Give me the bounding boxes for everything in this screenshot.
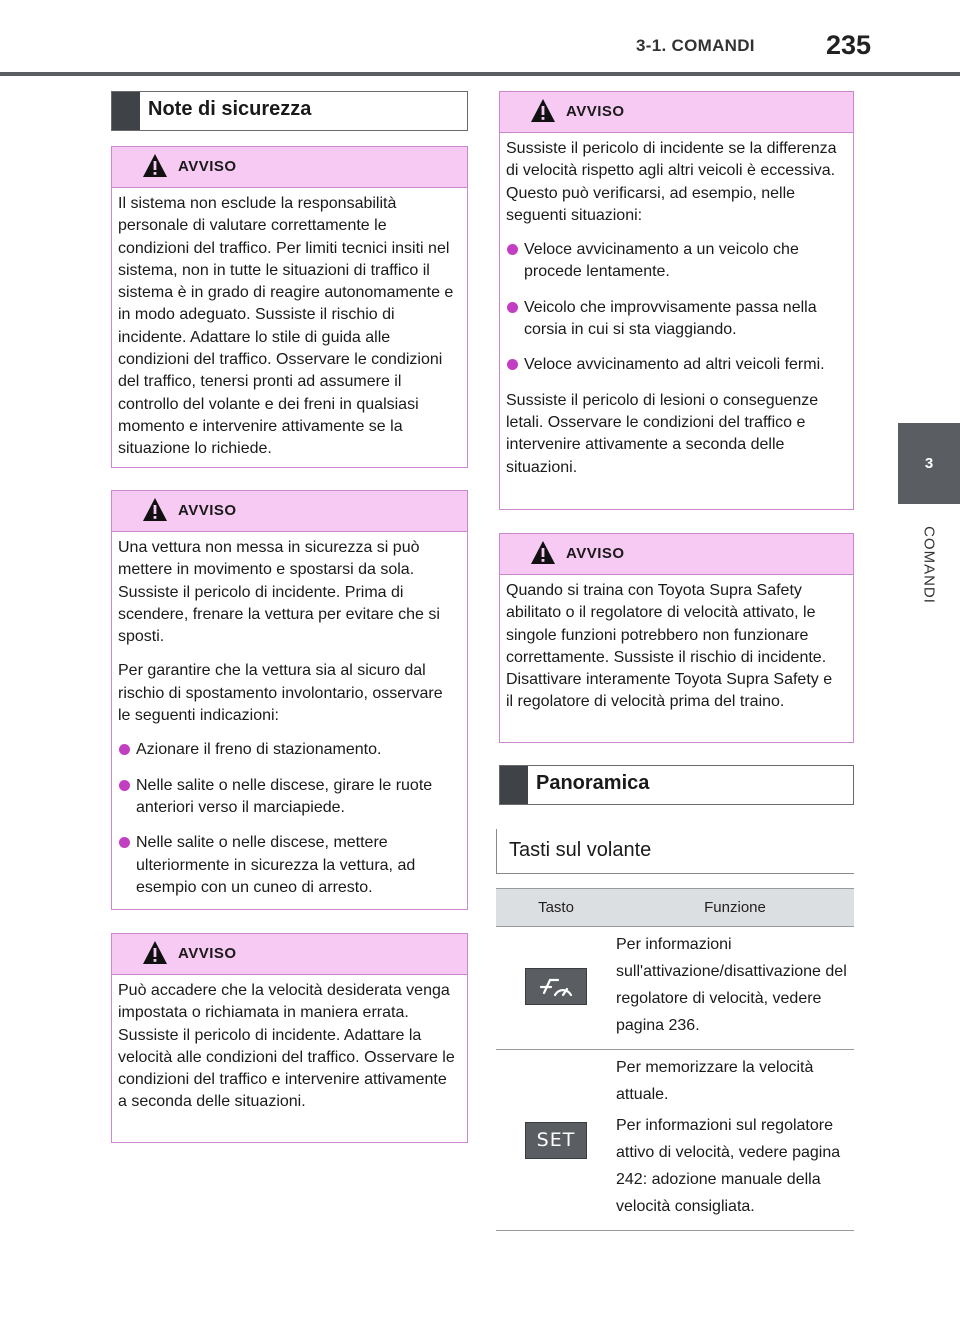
warning-paragraph: Quando si traina con Toyota Supra Safety abilitato o il regolatore di velocità attivato, le singole funzioni potrebbero non funzionare correttamente. Sussiste il rischio di incidente. Disattivare interamente Toyota Supra Safety e il regolatore di velocità prima del traino. [506, 582, 833, 711]
bullet-item: Veicolo che improvvisamente passa nella corsia in cui si sta viaggiando. [506, 297, 843, 342]
function-text: Per memorizzare la velocità attuale. [616, 1059, 814, 1103]
warning-box [499, 91, 854, 510]
bullet-dot-icon [507, 302, 518, 313]
section-bar [500, 766, 528, 804]
section-title: Panoramica [536, 772, 650, 794]
bullet-dot-icon [119, 744, 130, 755]
warning-body [112, 532, 467, 907]
warning-body [112, 188, 467, 469]
warning-triangle-icon [142, 940, 168, 966]
warning-title: AVVISO [178, 158, 237, 175]
warning-paragraph: Può accadere che la velocità desiderata venga impostata o richiamata in maniera errata. Sussiste il pericolo di incidente. Adattare la velocità alle condizioni del traffico. Osservare le condizioni del traffico e intervenire attivamente a seconda delle situazioni. [118, 982, 455, 1111]
section-bar [112, 92, 140, 130]
chapter-tab [898, 423, 960, 504]
warning-box [111, 490, 468, 910]
key-cell [496, 927, 616, 1050]
warning-triangle-icon [530, 540, 556, 566]
subheading-text: Tasti sul volante [509, 839, 652, 861]
page-number: 235 [826, 30, 872, 60]
warning-body [112, 975, 467, 1122]
warning-box [111, 933, 468, 1143]
warning-paragraph: Per garantire che la vettura sia al sicuro dal rischio di spostamento involontario, osservare le seguenti indicazioni: [118, 662, 443, 725]
function-cell [616, 927, 854, 1050]
speedometer-icon [526, 969, 586, 1004]
header-rule [0, 72, 960, 76]
function-cell [616, 1050, 854, 1231]
warning-title: AVVISO [566, 103, 625, 120]
bullet-item: Azionare il freno di stazionamento. [118, 739, 457, 761]
warning-header [500, 92, 853, 133]
bullet-dot-icon [507, 244, 518, 255]
warning-header [112, 934, 467, 975]
bullet-dot-icon [507, 359, 518, 370]
warning-paragraph: Sussiste il pericolo di incidente se la differenza di velocità rispetto agli altri veicoli è eccessiva. Questo può verificarsi, ad esempio, nelle seguenti situazioni: [506, 140, 837, 224]
warning-body [500, 133, 853, 487]
bullet-item: Nelle salite o nelle discese, mettere ulteriormente in sicurezza la vettura, ad esempio con un cuneo di arresto. [118, 832, 457, 899]
warning-title: AVVISO [178, 502, 237, 519]
section-heading-safety [111, 91, 468, 131]
bullet-dot-icon [119, 837, 130, 848]
set-key-label: SET [536, 1128, 576, 1151]
key-cell [496, 1050, 616, 1231]
chapter-number: 3 [924, 455, 934, 472]
running-header: 3-1. COMANDI [636, 36, 755, 55]
set-button-icon [525, 1122, 587, 1159]
warning-title: AVVISO [178, 945, 237, 962]
warning-header [112, 491, 467, 532]
warning-paragraph: Sussiste il pericolo di lesioni o conseguenze letali. Osservare le condizioni del traffico e intervenire attivamente a seconda delle situazioni. [506, 391, 819, 476]
warning-header [500, 534, 853, 575]
warning-paragraph: Il sistema non esclude la responsabilità personale di valutare correttamente le condizioni del traffico. Per limiti tecnici insiti nel sistema, non in tutte le situazioni di traffico il sistema è in grado di reagire autonomamente e in modo adeguato. Sussiste il rischio di incidente. Adattare lo stile di guida alle condizioni del traffico. Osservare le condizioni del traffico, tenersi pronti ad assumere il controllo del volante e dei freni in qualsiasi momento e intervenire attivamente se la situazione lo richiede. [118, 195, 454, 458]
table-header-row [496, 889, 854, 927]
section-title: Note di sicurezza [148, 98, 312, 120]
bullet-item: Nelle salite o nelle discese, girare le ruote anteriori verso il marciapiede. [118, 775, 457, 820]
bullet-item: Veloce avvicinamento a un veicolo che procede lentamente. [506, 239, 843, 284]
bullet-dot-icon [119, 780, 130, 791]
warning-title: AVVISO [566, 545, 625, 562]
table-row [496, 1050, 854, 1231]
warning-triangle-icon [142, 497, 168, 523]
warning-triangle-icon [142, 153, 168, 179]
warning-box [499, 533, 854, 743]
warning-triangle-icon [530, 98, 556, 124]
section-heading-overview [499, 765, 854, 805]
table-row [496, 927, 854, 1050]
function-text: Per informazioni sul regolatore attivo di velocità, vedere pagina 242: adozione manuale della velocità consigliata. [616, 1117, 841, 1215]
warning-box [111, 146, 468, 468]
function-text: Per informazioni sull'attivazione/disattivazione del regolatore di velocità, vedere pagina 236. [616, 936, 847, 1034]
warning-body [500, 575, 853, 722]
bullet-item: Veloce avvicinamento ad altri veicoli fermi. [506, 354, 843, 376]
column-header-key: Tasto [496, 889, 616, 927]
warning-paragraph: Una vettura non messa in sicurezza si può mettere in movimento e spostarsi da sola. Sussiste il pericolo di incidente. Prima di scendere, frenare la vettura per evitare che si sposti. [118, 539, 440, 646]
steering-keys-table [496, 888, 854, 1231]
cruise-control-icon [525, 968, 587, 1005]
chapter-label: COMANDI [920, 526, 938, 604]
warning-header [112, 147, 467, 188]
column-header-function: Funzione [616, 889, 854, 927]
subheading [496, 829, 854, 874]
